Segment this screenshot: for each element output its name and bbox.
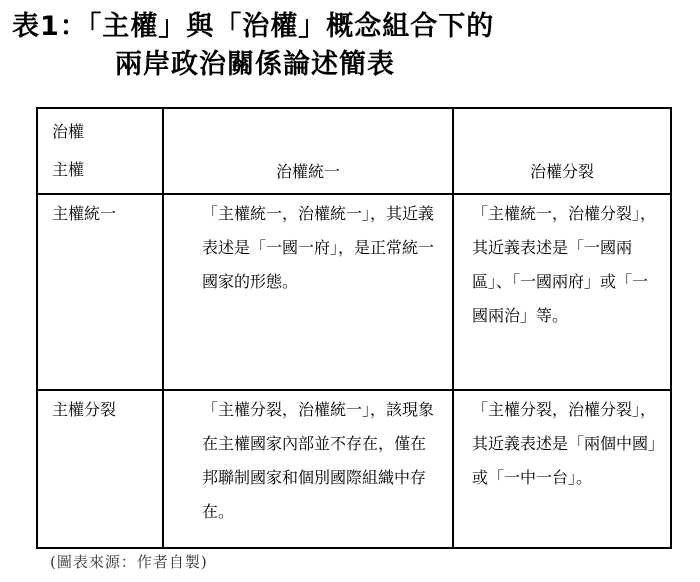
corner-label-sovereignty: 主權 [52,160,85,179]
corner-label-governance: 治權 [52,122,85,141]
table-row [37,390,671,548]
corner-cell [37,108,163,194]
column-header-governance-unified: 治權統一 [163,108,453,194]
header-row [37,108,671,194]
table-cell: 「主權分裂，治權統一」，該現象在主權國家內部並不存在，僅在邦聯制國家和個別國際組織中存在。 [163,390,453,548]
row-header-sovereignty-divided: 主權分裂 [37,390,163,548]
column-header-governance-divided: 治權分裂 [453,108,671,194]
table-title [12,8,494,84]
table-cell: 「主權統一，治權分裂」，其近義表述是「一國兩區」、「一國兩府」或「一國兩治」等。 [453,194,671,390]
row-header-sovereignty-unified: 主權統一 [37,194,163,390]
title-line-1: 表1：「主權」與「治權」概念組合下的 [12,11,495,42]
source-note: (圖表來源：作者自製) [50,553,208,571]
title-line-2: 兩岸政治關係論述簡表 [115,49,395,80]
table-row [37,194,671,390]
table-cell: 「主權分裂，治權分裂」，其近義表述是「兩個中國」或「一中一台」。 [453,390,671,548]
comparison-table [36,107,672,549]
table-cell: 「主權統一，治權統一」，其近義表述是「一國一府」，是正常統一國家的形態。 [163,194,453,390]
